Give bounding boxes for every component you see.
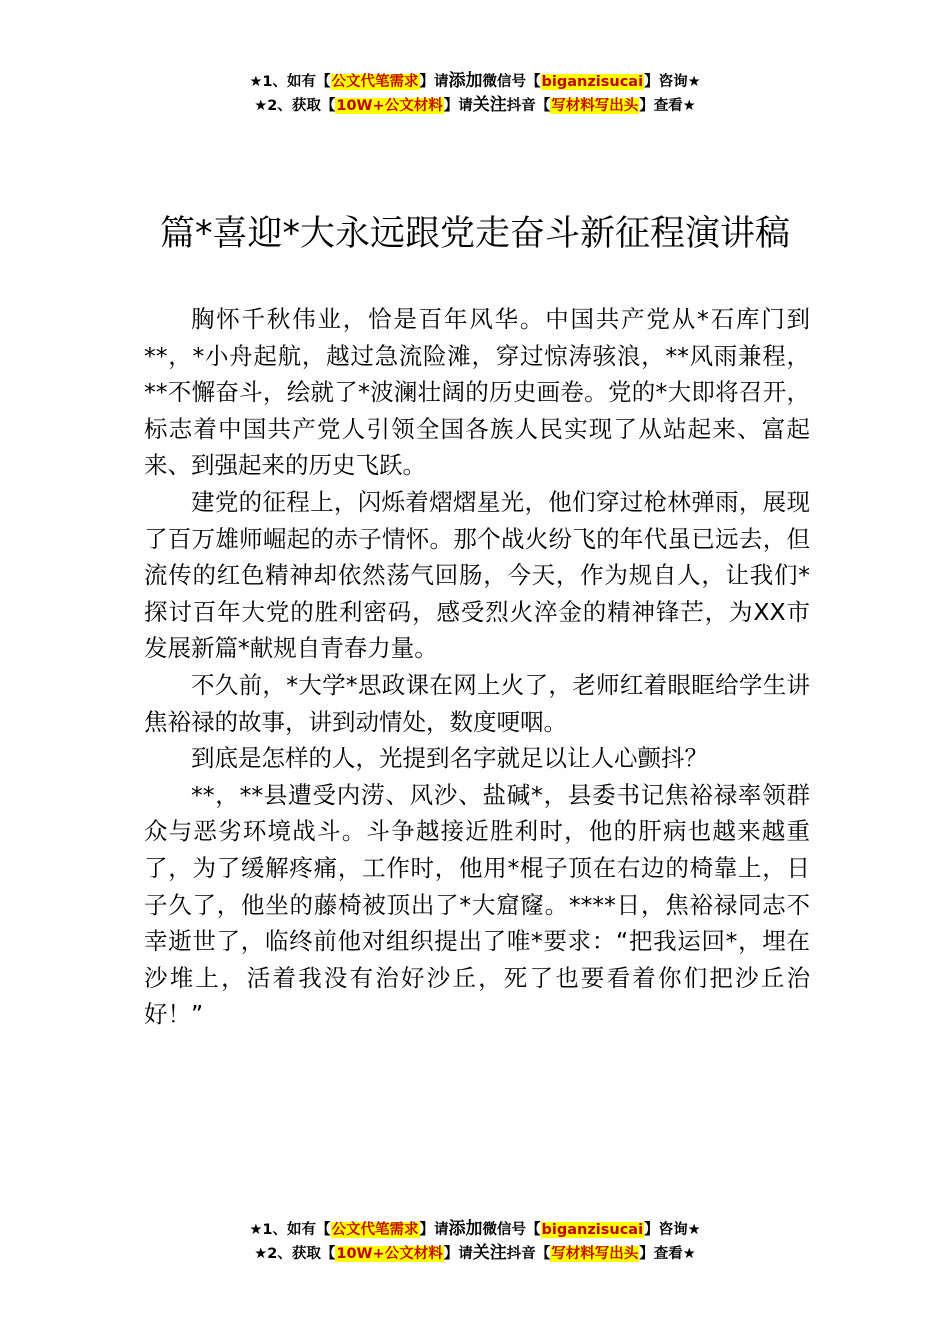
paragraph: 胸怀千秋伟业，恰是百年风华。中国共产党从*石库门到**，*小舟起航，越过急流险滩，穿过惊涛骇浪，**风雨兼程，**不懈奋斗，绘就了*波澜壮阔的历史画卷。党的*大即将召开，标志着中国共产党人引领全国各族人民实现了从站起来、富起来、到强起来的历史飞跃。	[144, 305, 810, 480]
promo-douyin-account: 写材料写出头	[551, 1246, 639, 1262]
promo-douyin-account: 写材料写出头	[551, 98, 639, 114]
promo-line-2: ★2、获取【10W+公文材料】请关注抖音【写材料写出头】查看★	[254, 95, 696, 115]
promo-line-1: ★1、如有【公文代笔需求】请添加微信号【biganzisucai】咨询★	[249, 1219, 701, 1239]
paragraph: 不久前，*大学*思政课在网上火了，老师红着眼眶给学生讲焦裕禄的故事，讲到动情处，数度哽咽。	[144, 670, 810, 736]
paragraph: 到底是怎样的人，光提到名字就足以让人心颤抖？	[191, 744, 708, 773]
footer-promo-banner	[0, 1218, 950, 1266]
promo-line-1: ★1、如有【公文代笔需求】请添加微信号【biganzisucai】咨询★	[249, 71, 701, 91]
document-body	[144, 301, 810, 1033]
paragraph: **，**县遭受内涝、风沙、盐碱*，县委书记焦裕禄率领群众与恶劣环境战斗。斗争越接近胜利时，他的肝病也越来越重了，为了缓解疼痛，工作时，他用*棍子顶在右边的椅靠上，日子久了，他坐的藤椅被顶出了*大窟窿。****日，焦裕禄同志不幸逝世了，临终前他对组织提出了唯*要求：“把我运回*，埋在沙堆上，活着我没有治好沙丘，死了也要看着你们把沙丘治好！”	[144, 780, 810, 1029]
promo-highlight: 公文代笔需求	[331, 74, 419, 90]
header-promo-banner	[0, 70, 950, 118]
promo-highlight: 10W+公文材料	[336, 98, 443, 114]
paragraph: 建党的征程上，闪烁着熠熠星光，他们穿过枪林弹雨，展现了百万雄师崛起的赤子情怀。那个战火纷飞的年代虽已远去，但流传的红色精神却依然荡气回肠，今天，作为规自人，让我们*探讨百年大党的胜利密码，感受烈火淬金的精神锋芒，为XX市发展新篇*献规自青春力量。	[144, 487, 810, 663]
promo-line-2: ★2、获取【10W+公文材料】请关注抖音【写材料写出头】查看★	[254, 1243, 696, 1263]
promo-highlight: 10W+公文材料	[336, 1246, 443, 1262]
document-title: 篇*喜迎*大永远跟党走奋斗新征程演讲稿	[159, 214, 790, 254]
promo-wechat-id: biganzisucai	[541, 74, 644, 90]
promo-highlight: 公文代笔需求	[331, 1222, 419, 1238]
promo-wechat-id: biganzisucai	[541, 1222, 644, 1238]
